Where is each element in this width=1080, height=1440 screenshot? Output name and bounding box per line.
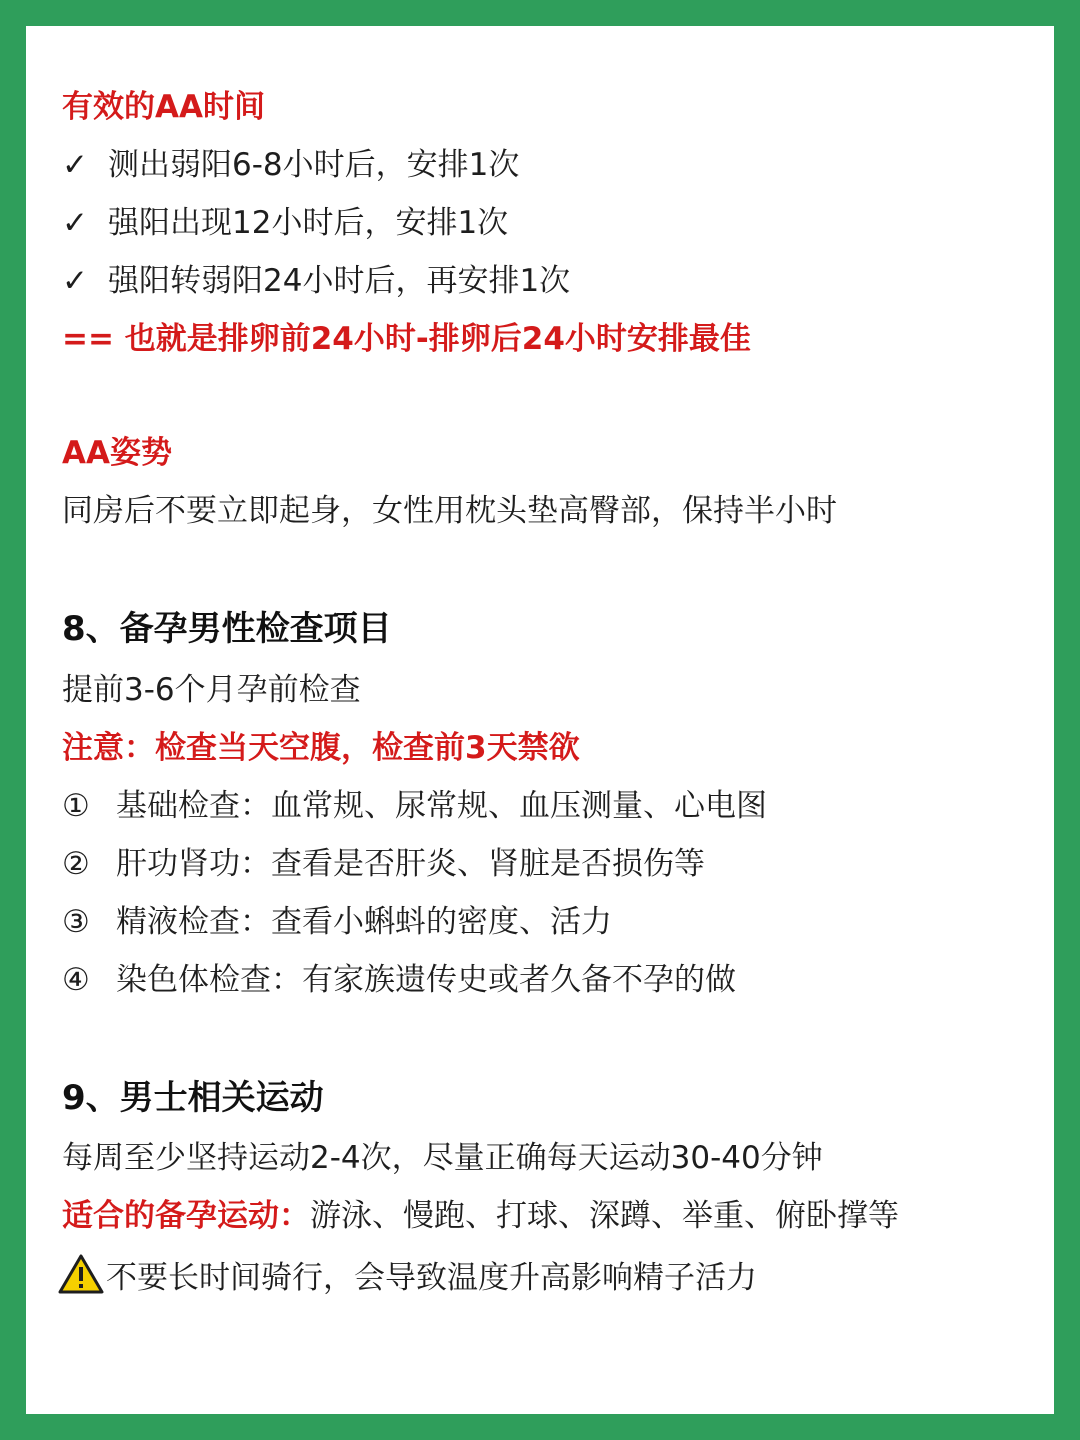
section9-suitable-label: 适合的备孕运动：: [62, 1198, 310, 1234]
check-icon: ✓: [62, 147, 88, 183]
section8-list-item: [62, 902, 612, 942]
aa-timing-item: [62, 261, 570, 301]
section8-list-item: [62, 960, 736, 1000]
circled-number: ②: [62, 846, 90, 882]
section9-warning-text: 不要长时间骑行，会导致温度升高影响精子活力: [106, 1260, 757, 1296]
section9-warning: [58, 1254, 757, 1304]
section8-list-item: [62, 844, 705, 884]
section9-suitable: [62, 1196, 899, 1236]
section8-intro: 提前3-6个月孕前检查: [62, 672, 361, 708]
aa-timing-conclusion: == 也就是排卵前24小时-排卵后24小时安排最佳: [62, 321, 751, 357]
aa-timing-item-text: 强阳出现12小时后，安排1次: [108, 205, 509, 241]
aa-timing-item: [62, 145, 519, 185]
aa-timing-item-text: 强阳转弱阳24小时后，再安排1次: [108, 263, 571, 299]
aa-timing-item: [62, 203, 508, 243]
aa-timing-title: 有效的AA时间: [62, 89, 265, 125]
section8-item-text: 精液检查：查看小蝌蚪的密度、活力: [116, 904, 612, 940]
aa-posture-title: AA姿势: [62, 435, 172, 471]
warning-triangle-icon: [58, 1254, 104, 1304]
circled-number: ③: [62, 904, 90, 940]
section8-item-text: 肝功肾功：查看是否肝炎、肾脏是否损伤等: [116, 846, 705, 882]
aa-timing-item-text: 测出弱阳6-8小时后，安排1次: [108, 147, 520, 183]
section8-list-item: [62, 786, 767, 826]
section8-note: 注意：检查当天空腹，检查前3天禁欲: [62, 730, 580, 766]
circled-number: ①: [62, 788, 90, 824]
section9-intro: 每周至少坚持运动2-4次，尽量正确每天运动30-40分钟: [62, 1140, 823, 1176]
circled-number: ④: [62, 962, 90, 998]
section9-title: 9、男士相关运动: [62, 1078, 324, 1118]
section8-title: 8、备孕男性检查项目: [62, 609, 392, 649]
check-icon: ✓: [62, 205, 88, 241]
section8-item-text: 染色体检查：有家族遗传史或者久备不孕的做: [116, 962, 736, 998]
section8-item-text: 基础检查：血常规、尿常规、血压测量、心电图: [116, 788, 767, 824]
section9-suitable-text: 游泳、慢跑、打球、深蹲、举重、俯卧撑等: [310, 1198, 899, 1234]
check-icon: ✓: [62, 263, 88, 299]
aa-posture-text: 同房后不要立即起身，女性用枕头垫高臀部，保持半小时: [62, 493, 837, 529]
